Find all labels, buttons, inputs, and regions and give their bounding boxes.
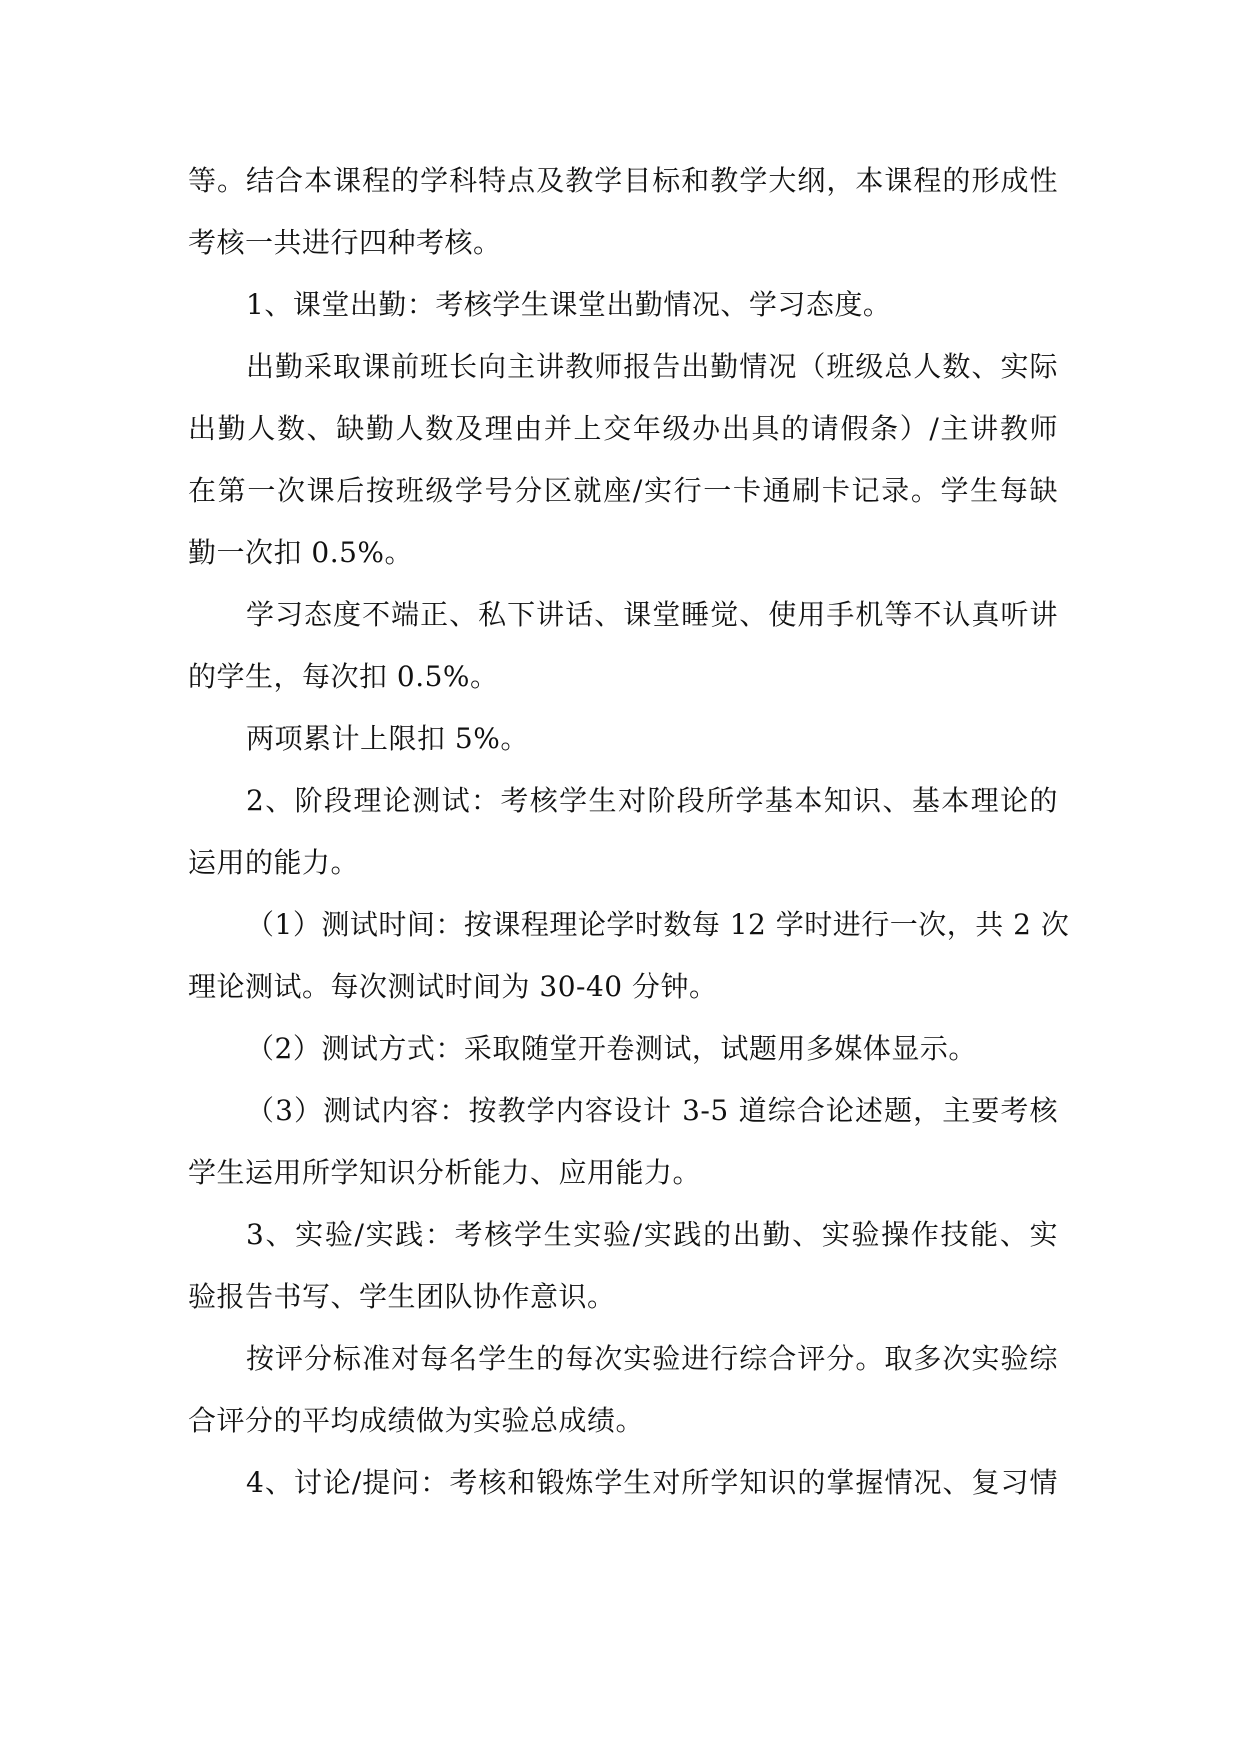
text-line: （3）测试内容：按教学内容设计 3-5 道综合论述题，主要考核 xyxy=(246,1094,1058,1127)
document-body xyxy=(188,150,1070,1514)
text-line: 按评分标准对每名学生的每次实验进行综合评分。取多次实验综 xyxy=(246,1342,1058,1375)
text-line: 勤一次扣 0.5%。 xyxy=(188,536,414,569)
text-line: 理论测试。每次测试时间为 30-40 分钟。 xyxy=(188,970,718,1003)
text-line: （1）测试时间：按课程理论学时数每 12 学时进行一次，共 2 次 xyxy=(246,908,1070,941)
text-line: 学习态度不端正、私下讲话、课堂睡觉、使用手机等不认真听讲 xyxy=(246,598,1058,631)
text-line: 合评分的平均成绩做为实验总成绩。 xyxy=(188,1404,645,1437)
text-line: 出勤人数、缺勤人数及理由并上交年级办出具的请假条）/主讲教师 xyxy=(188,412,1058,445)
text-line: 的学生，每次扣 0.5%。 xyxy=(188,660,499,693)
text-line: 考核一共进行四种考核。 xyxy=(188,226,502,259)
text-line: 验报告书写、学生团队协作意识。 xyxy=(188,1280,616,1313)
text-line: 出勤采取课前班长向主讲教师报告出勤情况（班级总人数、实际 xyxy=(246,350,1058,383)
text-line: 4、讨论/提问：考核和锻炼学生对所学知识的掌握情况、复习情 xyxy=(246,1466,1058,1499)
paragraph xyxy=(188,1328,1058,1452)
paragraph xyxy=(188,1080,1058,1204)
text-line: 运用的能力。 xyxy=(188,846,360,879)
paragraph xyxy=(188,1204,1058,1328)
text-line: 2、阶段理论测试：考核学生对阶段所学基本知识、基本理论的 xyxy=(246,784,1058,817)
paragraph xyxy=(188,1452,1058,1514)
paragraph xyxy=(188,770,1058,894)
text-line: 等。结合本课程的学科特点及教学目标和教学大纲，本课程的形成性 xyxy=(188,164,1058,197)
text-line: 两项累计上限扣 5%。 xyxy=(246,722,529,755)
text-line: 1、课堂出勤：考核学生课堂出勤情况、学习态度。 xyxy=(246,288,892,321)
paragraph xyxy=(188,584,1058,708)
text-line: 在第一次课后按班级学号分区就座/实行一卡通刷卡记录。学生每缺 xyxy=(188,474,1058,507)
paragraph xyxy=(188,894,1070,1018)
text-line: 学生运用所学知识分析能力、应用能力。 xyxy=(188,1156,702,1189)
paragraph xyxy=(188,274,1058,336)
paragraph xyxy=(188,150,1058,274)
paragraph xyxy=(188,708,1058,770)
text-line: （2）测试方式：采取随堂开卷测试，试题用多媒体显示。 xyxy=(246,1032,977,1065)
text-line: 3、实验/实践：考核学生实验/实践的出勤、实验操作技能、实 xyxy=(246,1218,1058,1251)
paragraph xyxy=(188,1018,1058,1080)
paragraph xyxy=(188,336,1058,584)
